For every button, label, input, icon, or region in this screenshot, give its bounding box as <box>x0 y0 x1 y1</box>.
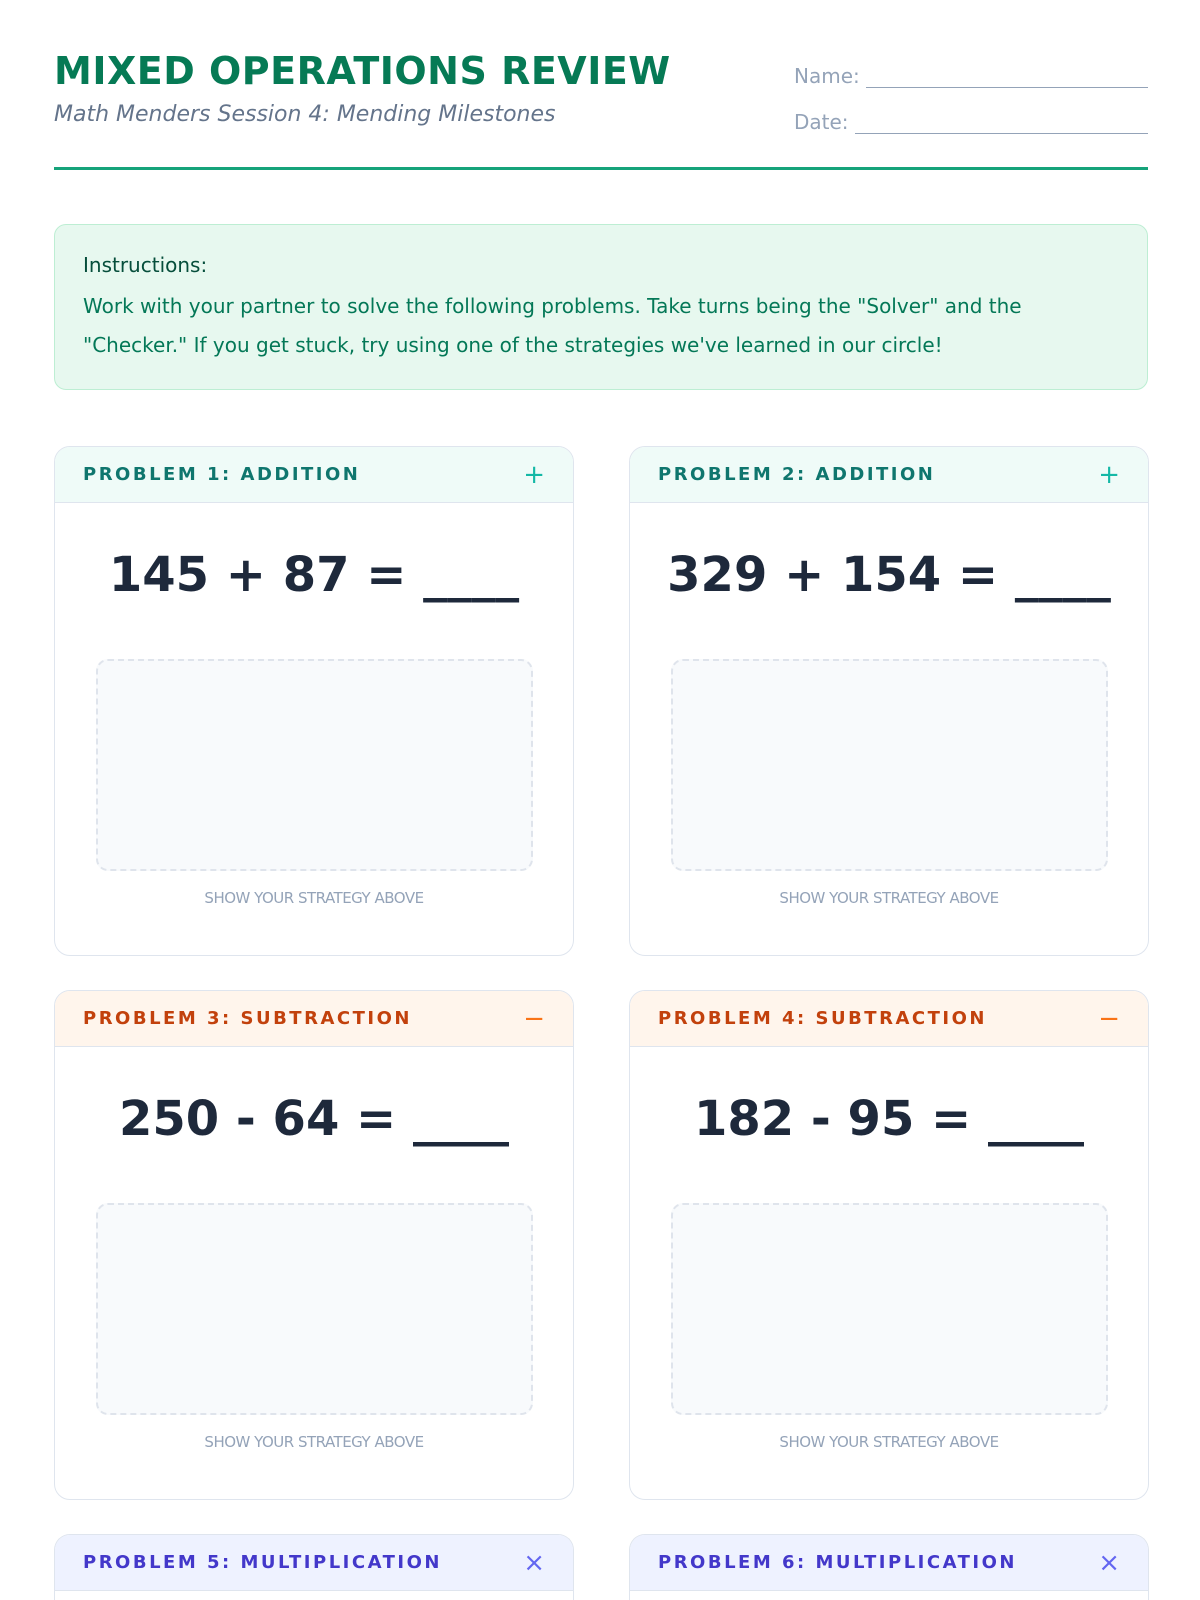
worksheet-header <box>54 48 1148 170</box>
name-field[interactable] <box>866 70 1148 88</box>
strategy-work-area[interactable] <box>96 659 533 871</box>
problem-card-3 <box>54 990 574 1500</box>
plus-icon: + <box>523 459 545 490</box>
problem-header <box>55 991 573 1047</box>
problem-header <box>55 1535 573 1591</box>
plus-icon: + <box>1098 459 1120 490</box>
problem-label: PROBLEM 4: SUBTRACTION <box>658 1008 987 1029</box>
page-subtitle: Math Menders Session 4: Mending Milestones <box>54 102 556 127</box>
strategy-caption: SHOW YOUR STRATEGY ABOVE <box>779 1433 999 1451</box>
problem-card-4 <box>629 990 1149 1500</box>
student-info <box>794 62 1148 154</box>
problem-label: PROBLEM 6: MULTIPLICATION <box>658 1552 1017 1573</box>
multiply-icon: × <box>1098 1547 1120 1578</box>
problem-header <box>630 1535 1148 1591</box>
strategy-work-area[interactable] <box>96 1203 533 1415</box>
problem-header <box>55 447 573 503</box>
minus-icon: − <box>523 1003 545 1034</box>
problem-equation: 182 - 95 = ____ <box>694 1091 1084 1147</box>
instructions-body: Work with your partner to solve the following problems. Take turns being the "Solver" and the "Checker." If you get stuck, try using one of the strategies we've learned in our circle! <box>83 294 1022 357</box>
date-row <box>794 108 1148 134</box>
problem-card-1 <box>54 446 574 956</box>
problem-equation: 329 + 154 = ____ <box>667 547 1111 603</box>
date-field[interactable] <box>855 116 1148 134</box>
strategy-caption: SHOW YOUR STRATEGY ABOVE <box>204 889 424 907</box>
strategy-work-area[interactable] <box>671 659 1108 871</box>
problem-equation: 145 + 87 = ____ <box>108 547 520 603</box>
problem-label: PROBLEM 5: MULTIPLICATION <box>83 1552 442 1573</box>
problem-card-6 <box>629 1534 1149 1600</box>
problem-card-2 <box>629 446 1149 956</box>
instructions-title: Instructions: <box>83 253 208 277</box>
instructions-box <box>54 224 1148 390</box>
problem-label: PROBLEM 1: ADDITION <box>83 464 361 485</box>
problem-label: PROBLEM 2: ADDITION <box>658 464 936 485</box>
problem-header <box>630 991 1148 1047</box>
problem-equation: 250 - 64 = ____ <box>119 1091 509 1147</box>
strategy-caption: SHOW YOUR STRATEGY ABOVE <box>779 889 999 907</box>
problem-header <box>630 447 1148 503</box>
multiply-icon: × <box>523 1547 545 1578</box>
problem-label: PROBLEM 3: SUBTRACTION <box>83 1008 412 1029</box>
date-label: Date: <box>794 110 849 134</box>
name-label: Name: <box>794 64 860 88</box>
minus-icon: − <box>1098 1003 1120 1034</box>
problem-card-5 <box>54 1534 574 1600</box>
strategy-work-area[interactable] <box>671 1203 1108 1415</box>
page-title: MIXED OPERATIONS REVIEW <box>54 49 671 93</box>
strategy-caption: SHOW YOUR STRATEGY ABOVE <box>204 1433 424 1451</box>
name-row <box>794 62 1148 88</box>
